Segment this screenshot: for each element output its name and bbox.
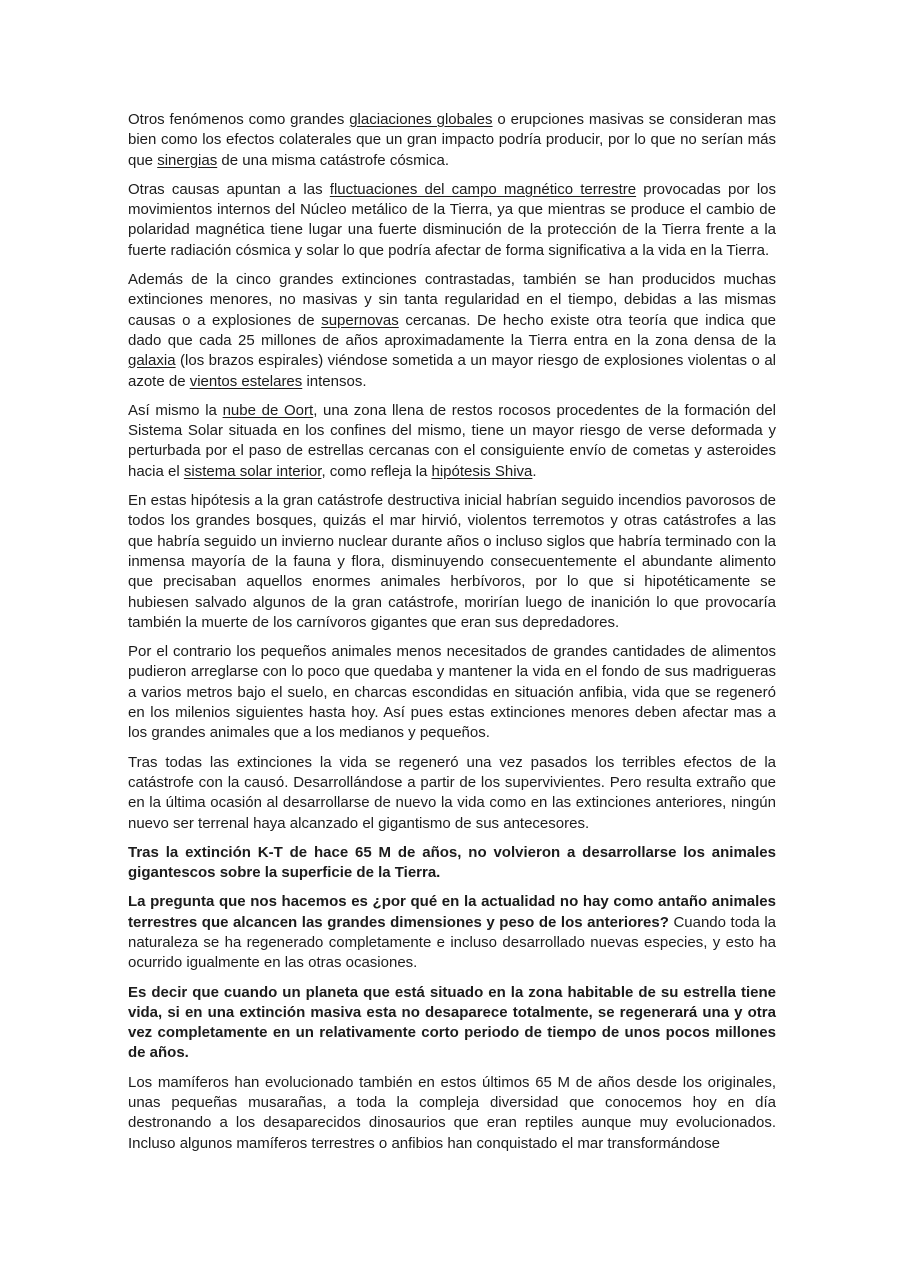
paragraph-7 xyxy=(128,753,776,834)
paragraph-3-segment-1: Además de la cinco grandes extinciones contrastadas, también se han producidos muchas extinciones menores, no masivas y sin tanta regularidad en el tiempo, debidas a las mismas causas o a explosiones de xyxy=(128,271,776,329)
paragraph-4-segment-1: Así mismo la xyxy=(128,401,223,419)
paragraph-8 xyxy=(128,843,776,884)
paragraph-4-segment-3: , una zona llena de restos rocosos procedentes de la formación del Sistema Solar situada en los confines del mismo, tiene un mayor riesgo de verse deformada y perturbada por el paso de estrellas cercanas con el consiguiente envío de cometas y asteroides hacia el xyxy=(128,401,777,480)
paragraph-6 xyxy=(128,642,776,743)
paragraph-4-segment-5: , como refleja la xyxy=(321,462,432,480)
paragraph-2-segment-3: provocadas por los movimientos internos del Núcleo metálico de la Tierra, ya que mientras se produce el cambio de polaridad magnética tiene lugar una fuerte disminución de la protección de la Tierra frente a la fuerte radiación cósmica y solar lo que podría afectar de forma significativa a la vida en la Tierra. xyxy=(128,180,776,259)
paragraph-4-segment-6: hipótesis Shiva xyxy=(431,462,533,480)
paragraph-1-segment-1: Otros fenómenos como grandes xyxy=(128,111,350,128)
paragraph-3-segment-3: cercanas. De hecho existe otra teoría que indica que dado que cada 25 millones de años aproximadamente la Tierra entra en la zona densa de la xyxy=(128,311,777,349)
paragraph-3-segment-4: galaxia xyxy=(128,352,176,370)
paragraph-2-segment-1: Otras causas apuntan a las xyxy=(128,180,330,198)
paragraph-4-segment-2: nube de Oort xyxy=(222,401,314,419)
paragraph-3-segment-2: supernovas xyxy=(321,311,399,329)
paragraph-4-segment-4: sistema solar interior xyxy=(183,462,322,480)
paragraph-7-segment-1: Tras todas las extinciones la vida se regeneró una vez pasados los terribles efectos de la catástrofe con la causó. Desarrollándose a partir de los supervivientes. Pero resulta extraño que en la última ocasión al desarrollarse de nuevo la vida como en las extinciones anteriores, ningún nuevo ser terrenal haya alcanzado el gigantismo de sus antecesores. xyxy=(128,753,776,832)
paragraph-3-segment-7: intensos. xyxy=(302,372,367,390)
document-content xyxy=(128,110,776,1163)
paragraph-11-segment-1: Los mamíferos han evolucionado también en estos últimos 65 M de años desde los originales, unas pequeñas musarañas, a toda la compleja diversidad que conocemos hoy en día destronando a los desaparecidos dinosaurios que eran reptiles aunque muy evolucionados. Incluso algunos mamíferos terrestres o anfibios han conquistado el mar transformándose xyxy=(128,1073,776,1152)
paragraph-10 xyxy=(128,983,776,1064)
paragraph-1-segment-2: glaciaciones globales xyxy=(349,111,493,128)
paragraph-4 xyxy=(128,401,776,482)
paragraph-1-segment-5: de una misma catástrofe cósmica. xyxy=(217,151,449,169)
paragraph-4-segment-7: . xyxy=(532,462,537,480)
paragraph-3 xyxy=(128,270,776,392)
paragraph-5 xyxy=(128,491,776,633)
paragraph-1-segment-4: sinergias xyxy=(157,151,218,169)
paragraph-2 xyxy=(128,180,776,261)
paragraph-6-segment-1: Por el contrario los pequeños animales menos necesitados de grandes cantidades de alimentos pudieron arreglarse con lo poco que quedaba y mantener la vida en el fondo de sus madrigueras a varios metros bajo el suelo, en charcas escondidas en situación anfibia, vida que se regeneró en los milenios siguientes hasta hoy. Así pues estas extinciones menores deben afectar mas a los grandes animales que a los medianos y pequeños. xyxy=(128,643,776,742)
paragraph-10-segment-1: Es decir que cuando un planeta que está situado en la zona habitable de su estrella tiene vida, si en una extinción masiva esta no desaparece totalmente, se regenerará una y otra vez completamente en un relativamente corto periodo de tiempo de unos pocos millones de años. xyxy=(128,983,776,1062)
paragraph-3-segment-5: (los brazos espirales) viéndose sometida a un mayor riesgo de explosiones violentas o al azote de xyxy=(128,352,776,390)
paragraph-2-segment-2: fluctuaciones del campo magnético terrestre xyxy=(329,180,637,198)
paragraph-11 xyxy=(128,1073,776,1154)
paragraph-9-segment-1: La pregunta que nos hacemos es ¿por qué en la actualidad no hay como antaño animales terrestres que alcancen las grandes dimensiones y peso de los anteriores? xyxy=(128,893,776,931)
paragraph-3-segment-6: vientos estelares xyxy=(189,372,303,390)
paragraph-5-segment-1: En estas hipótesis a la gran catástrofe destructiva inicial habrían seguido incendios pavorosos de todos los grandes bosques, quizás el mar hirvió, violentos terremotos y otras catástrofes a las que habría seguido un invierno nuclear durante años o incluso siglos que habría terminado con la inmensa mayoría de la fauna y flora, disminuyendo consecuentemente el abundante alimento que precisaban aquellos enormes animales herbívoros, por lo que si hipotéticamente se hubiesen salvado algunos de la gran catástrofe, morirían luego de inanición lo que provocaría también la muerte de los carnívoros gigantes que eran sus depredadores. xyxy=(128,492,776,631)
paragraph-1 xyxy=(128,110,776,171)
paragraph-9-segment-2: Cuando toda la naturaleza se ha regenerado completamente e incluso desarrollado nuevas especies, y esto ha ocurrido igualmente en las otras ocasiones. xyxy=(128,913,776,972)
paragraph-8-segment-1: Tras la extinción K-T de hace 65 M de años, no volvieron a desarrollarse los animales gigantescos sobre la superficie de la Tierra. xyxy=(128,843,776,882)
paragraph-9 xyxy=(128,892,776,973)
paragraph-1-segment-3: o erupciones masivas se consideran mas bien como los efectos colaterales que un gran impacto podría producir, por lo que no serían más que xyxy=(128,111,776,169)
